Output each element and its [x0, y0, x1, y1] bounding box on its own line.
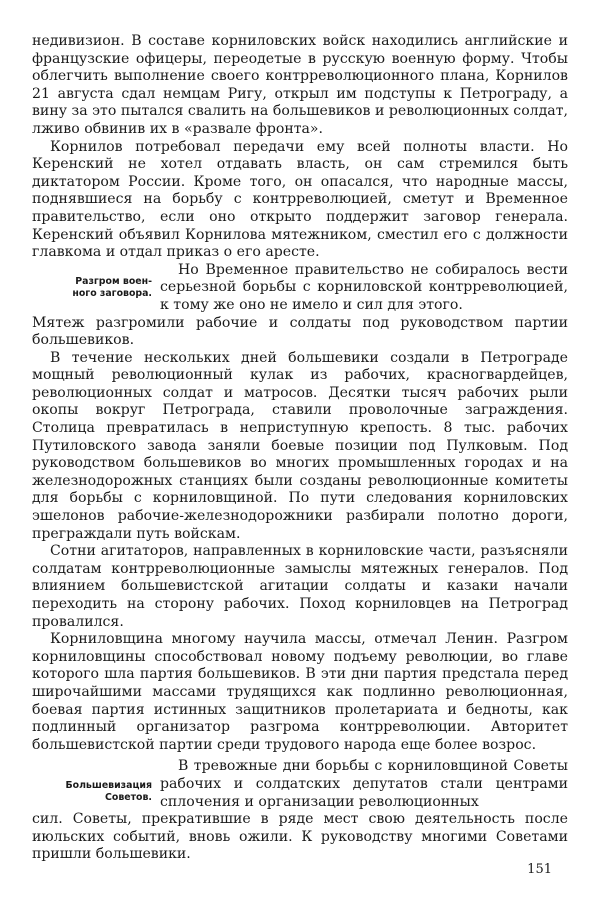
paragraph-6: Корниловщина многому научила массы, отмечал Ленин. Разгром корниловщины способствовал новому подъему революции, во главе которого шла партия большевиков. В эти дни партия предстала перед широчайшими массами трудящихся как подлинно революционная, боевая партия истинных защитников пролетариата и бедноты, как подлинный организатор разгрома контрреволюции. Авторитет большевистской партии среди трудового народа еще более возрос. — [32, 631, 568, 753]
margin-note-bolshevization — [32, 758, 160, 804]
paragraph-7b: сил. Советы, прекратившие в ряде мест свою деятельность после июльских событий, вновь ожили. К руководству многими Советами пришли большевики. — [32, 811, 568, 863]
page-body — [32, 33, 568, 864]
paragraph-5: Сотни агитаторов, направленных в корниловские части, разъясняли солдатам контрреволюционные замыслы мятежных генералов. Под влиянием большевистской агитации солдаты и казаки начали переходить на сторону рабочих. Поход корниловцев на Петроград провалился. — [32, 543, 568, 630]
section-kornilov-defeat — [32, 262, 568, 315]
paragraph-4: В течение нескольких дней большевики создали в Петрограде мощный революционный кулак из рабочих, красногвардейцев, революционных солдат и матросов. Десятки тысяч рабочих рыли окопы вокруг Петрограда, ставили проволочные заграждения. Столица превратилась в неприступную крепость. 8 тыс. рабочих Путиловского завода заняли боевые позиции под Пулковым. Под руководством большевиков во многих промышленных городах и на железнодорожных станциях были созданы революционные комитеты для борьбы с корниловщиной. По пути следования корниловских эшелонов рабочие-железнодорожники разбирали полотно дороги, преграждали путь войскам. — [32, 349, 568, 542]
page-number: 151 — [527, 862, 552, 877]
paragraph-1: недивизион. В составе корниловских войск находились английские и французские офицеры, переодетые в русскую военную форму. Чтобы облегчить выполнение своего контрреволюционного плана, Корнилов 21 августа сдал немцам Ригу, открыл им подступы к Петрограду, а вину за это пытался свалить на большевиков и революционных солдат, лживо обвинив их в «развале фронта». — [32, 33, 568, 137]
margin-note-conspiracy-defeat — [32, 262, 160, 300]
margin-note-line: Большевизация — [65, 780, 152, 792]
paragraph-7a: В тревожные дни борьбы с корниловщиной Советы рабочих и солдатских депутатов стали центрами сплочения и организации революционных — [160, 758, 568, 810]
section-soviets-bolshevization — [32, 758, 568, 811]
paragraph-2: Корнилов потребовал передачи ему всей полноты власти. Но Керенский не хотел отдавать власть, он сам стремился быть диктатором России. Кроме того, он опасался, что народные массы, поднявшиеся на борьбу с контрреволюцией, сметут и Временное правительство, если оно открыто поддержит заговор генерала. Керенский объявил Корнилова мятежником, сместил его с должности главкома и отдал приказ о его аресте. — [32, 138, 568, 261]
paragraph-3a: Но Временное правительство не собиралось вести серьезной борьбы с корниловской контрреволюцией, к тому же оно не имело и сил для этого. — [160, 261, 568, 313]
margin-note-line: Разгром воен- — [75, 275, 152, 287]
margin-note-line: Советов. — [105, 792, 152, 804]
paragraph-3b: Мятеж разгромили рабочие и солдаты под руководством партии большевиков. — [32, 314, 568, 349]
margin-note-line: ного заговора. — [72, 287, 152, 299]
